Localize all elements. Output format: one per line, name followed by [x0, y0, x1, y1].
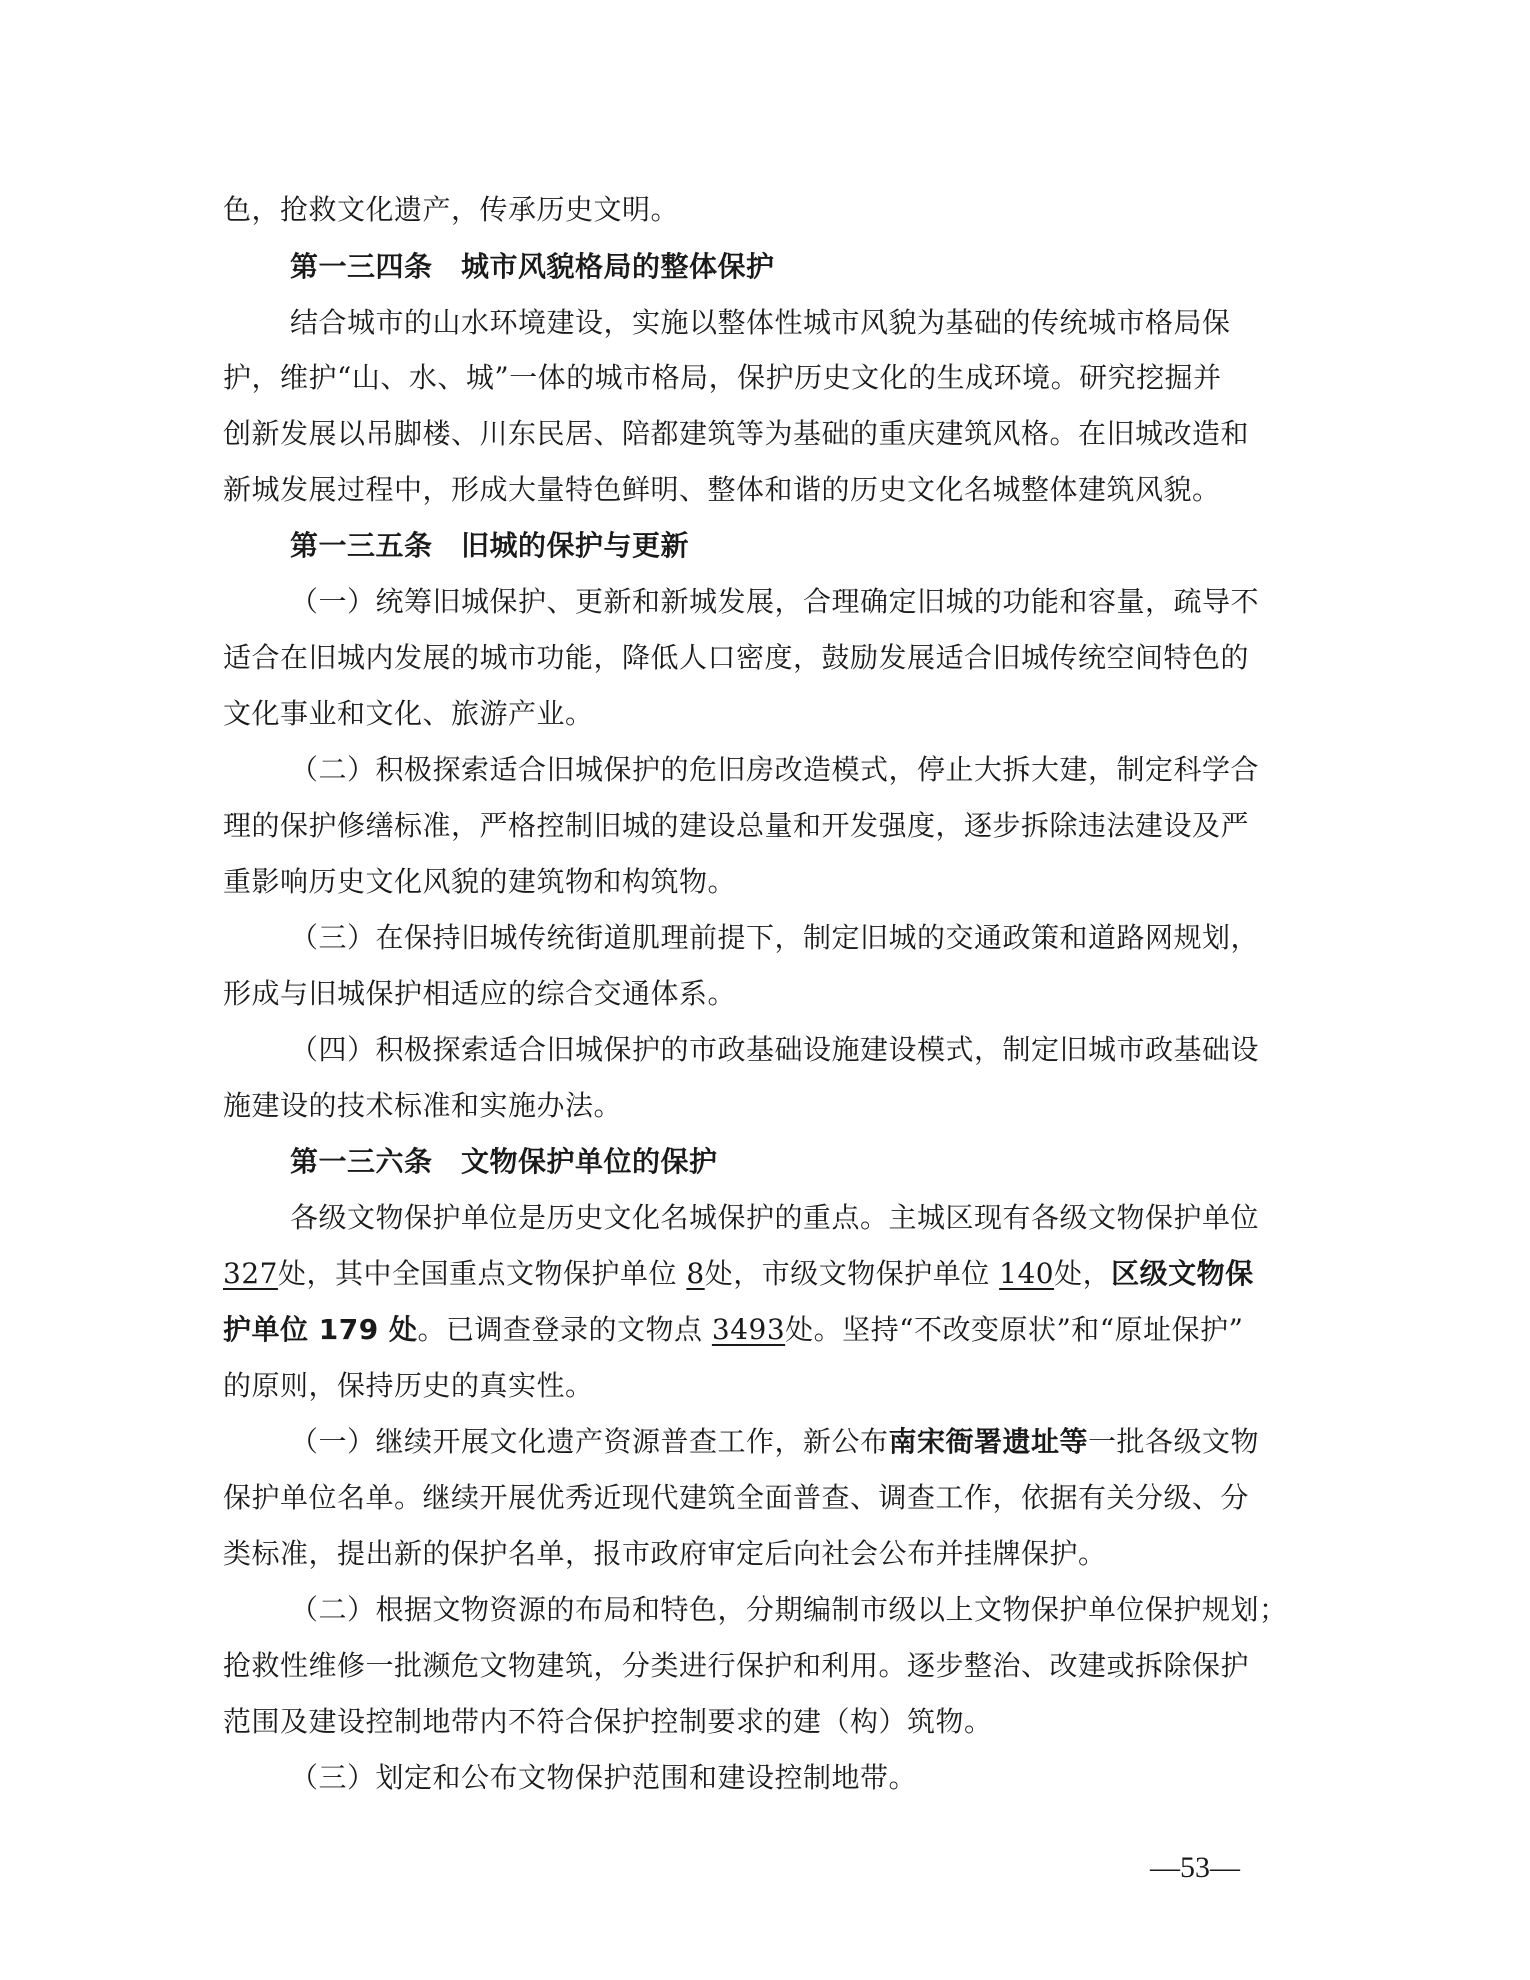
text-line: 护，维护“山、水、城”一体的城市格局，保护历史文化的生成环境。研究挖掘并 [223, 361, 1222, 394]
text-line [290, 1422, 1370, 1462]
count-municipal-units: 140 [999, 1257, 1055, 1290]
bold-run: 区级文物保 [1111, 1257, 1254, 1290]
text-line: （三）在保持旧城传统街道肌理前提下，制定旧城的交通政策和道路网规划， [290, 921, 1260, 954]
text-line: 创新发展以吊脚楼、川东民居、陪都建筑等为基础的重庆建筑风格。在旧城改造和 [223, 417, 1250, 450]
text-run: 处。坚持“不改变原状”和“原址保护” [785, 1313, 1244, 1346]
text-line: 保护单位名单。继续开展优秀近现代建筑全面普查、调查工作，依据有关分级、分 [223, 1481, 1250, 1514]
text-run: 处，市级文物保护单位 [704, 1257, 990, 1290]
count-total-units: 327 [223, 1257, 278, 1290]
count-relic-sites: 3493 [711, 1313, 786, 1346]
text-run: 处，其中全国重点文物保护单位 [277, 1257, 677, 1290]
bold-run: 护单位 179 处 [223, 1313, 418, 1346]
text-line: 色，抢救文化遗产，传承历史文明。 [223, 193, 680, 226]
text-line: （三）划定和公布文物保护范围和建设控制地带。 [290, 1761, 918, 1794]
text-line: 重影响历史文化风貌的建筑物和构筑物。 [223, 865, 737, 898]
text-line: 结合城市的山水环境建设，实施以整体性城市风貌为基础的传统城市格局保 [290, 306, 1231, 339]
text-line [223, 1254, 1303, 1294]
bold-run: 南宋衙署遗址等 [888, 1425, 1089, 1458]
text-line: 的原则，保持历史的真实性。 [223, 1369, 594, 1402]
article-136-heading: 第一三六条 文物保护单位的保护 [290, 1145, 718, 1178]
page-number: —53— [1150, 1851, 1240, 1884]
text-line: （四）积极探索适合旧城保护的市政基础设施建设模式，制定旧城市政基础设 [290, 1033, 1260, 1066]
text-line: 形成与旧城保护相适应的综合交通体系。 [223, 977, 737, 1010]
text-line [223, 1310, 1303, 1350]
text-line: （二）积极探索适合旧城保护的危旧房改造模式，停止大拆大建，制定科学合 [290, 753, 1260, 786]
text-line: （一）统筹旧城保护、更新和新城发展，合理确定旧城的功能和容量，疏导不 [290, 585, 1260, 618]
article-135-heading: 第一三五条 旧城的保护与更新 [290, 529, 690, 562]
text-line: 理的保护修缮标准，严格控制旧城的建设总量和开发强度，逐步拆除违法建设及严 [223, 809, 1250, 842]
text-run: 处， [1054, 1257, 1112, 1290]
text-line: （二）根据文物资源的布局和特色，分期编制市级以上文物保护单位保护规划； [290, 1593, 1288, 1626]
text-line: 各级文物保护单位是历史文化名城保护的重点。主城区现有各级文物保护单位 [290, 1201, 1260, 1234]
text-run: 一批各级文物 [1088, 1425, 1260, 1458]
text-line: 施建设的技术标准和实施办法。 [223, 1089, 623, 1122]
text-run: 。已调查登录的文物点 [417, 1313, 703, 1346]
text-line: 抢救性维修一批濒危文物建筑，分类进行保护和利用。逐步整治、改建或拆除保护 [223, 1649, 1250, 1682]
count-national-units: 8 [686, 1257, 705, 1290]
text-line: 新城发展过程中，形成大量特色鲜明、整体和谐的历史文化名城整体建筑风貌。 [223, 473, 1221, 506]
text-line: 文化事业和文化、旅游产业。 [223, 697, 594, 730]
text-line: 范围及建设控制地带内不符合保护控制要求的建（构）筑物。 [223, 1705, 993, 1738]
text-line: 类标准，提出新的保护名单，报市政府审定后向社会公布并挂牌保护。 [223, 1537, 1107, 1570]
article-134-heading: 第一三四条 城市风貌格局的整体保护 [290, 250, 775, 283]
text-run: （一）继续开展文化遗产资源普查工作，新公布 [290, 1425, 889, 1458]
text-line: 适合在旧城内发展的城市功能，降低人口密度，鼓励发展适合旧城传统空间特色的 [223, 641, 1250, 674]
